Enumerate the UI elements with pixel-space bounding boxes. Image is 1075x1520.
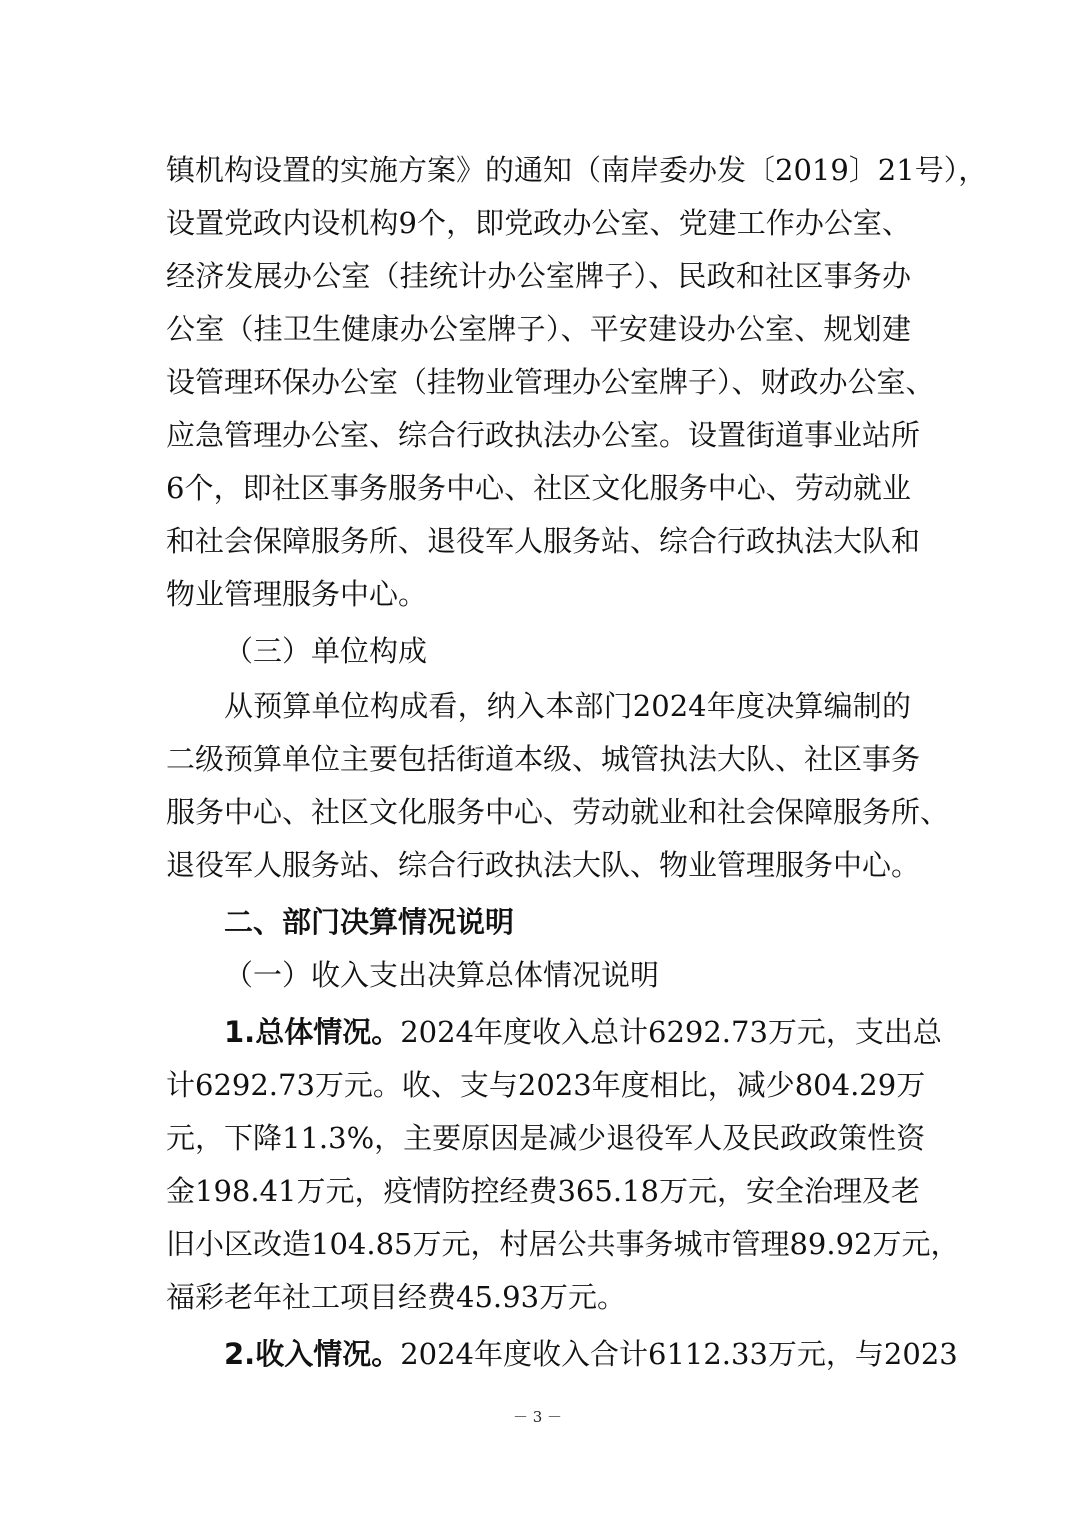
body-text-line: 元，下降11.3%，主要原因是减少退役军人及民政政策性资 (166, 1121, 926, 1155)
body-text-line (224, 1334, 958, 1374)
section-heading: 二、部门决算情况说明 (224, 905, 515, 939)
paragraph-lead: 2.收入情况。 (224, 1337, 401, 1371)
body-text-line: 服务中心、社区文化服务中心、劳动就业和社会保障服务所、 (166, 795, 950, 829)
body-text-line: 旧小区改造104.85万元，村居公共事务城市管理89.92万元， (166, 1227, 960, 1261)
body-text-line: 退役军人服务站、综合行政执法大队、物业管理服务中心。 (166, 848, 921, 882)
body-text-line: 设管理环保办公室（挂物业管理办公室牌子）、财政办公室、 (166, 365, 935, 399)
body-text-line: 公室（挂卫生健康办公室牌子）、平安建设办公室、规划建 (166, 312, 911, 346)
body-text-line: 6个，即社区事务服务中心、社区文化服务中心、劳动就业 (166, 471, 911, 505)
body-text-line: 物业管理服务中心。 (166, 577, 428, 611)
paragraph-lead: 1.总体情况。 (224, 1015, 401, 1049)
subsection-heading: （一）收入支出决算总体情况说明 (224, 958, 660, 992)
body-text-line: 设置党政内设机构9个，即党政办公室、党建工作办公室、 (166, 206, 911, 240)
body-text-line: 应急管理办公室、综合行政执法办公室。设置街道事业站所 (166, 418, 921, 452)
body-text-line (224, 1012, 942, 1052)
body-text-line: 金198.41万元，疫情防控经费365.18万元，安全治理及老 (166, 1174, 920, 1208)
body-text-line: 和社会保障服务所、退役军人服务站、综合行政执法大队和 (166, 524, 921, 558)
body-text-line: 经济发展办公室（挂统计办公室牌子）、民政和社区事务办 (166, 259, 911, 293)
subsection-heading: （三）单位构成 (224, 634, 428, 668)
body-text-span: 2024年度收入总计6292.73万元，支出总 (400, 1015, 942, 1049)
page-number: － 3 － (512, 1408, 563, 1426)
body-text-line: 福彩老年社工项目经费45.93万元。 (166, 1280, 627, 1314)
body-text-span: 2024年度收入合计6112.33万元，与2023 (400, 1337, 958, 1371)
body-text-line: 二级预算单位主要包括街道本级、城管执法大队、社区事务 (166, 742, 921, 776)
body-text-line: 镇机构设置的实施方案》的通知（南岸委办发〔2019〕21号）， (166, 153, 988, 187)
body-text-line: 从预算单位构成看，纳入本部门2024年度决算编制的 (224, 689, 911, 723)
body-text-line: 计6292.73万元。收、支与2023年度相比，减少804.29万 (166, 1068, 926, 1102)
